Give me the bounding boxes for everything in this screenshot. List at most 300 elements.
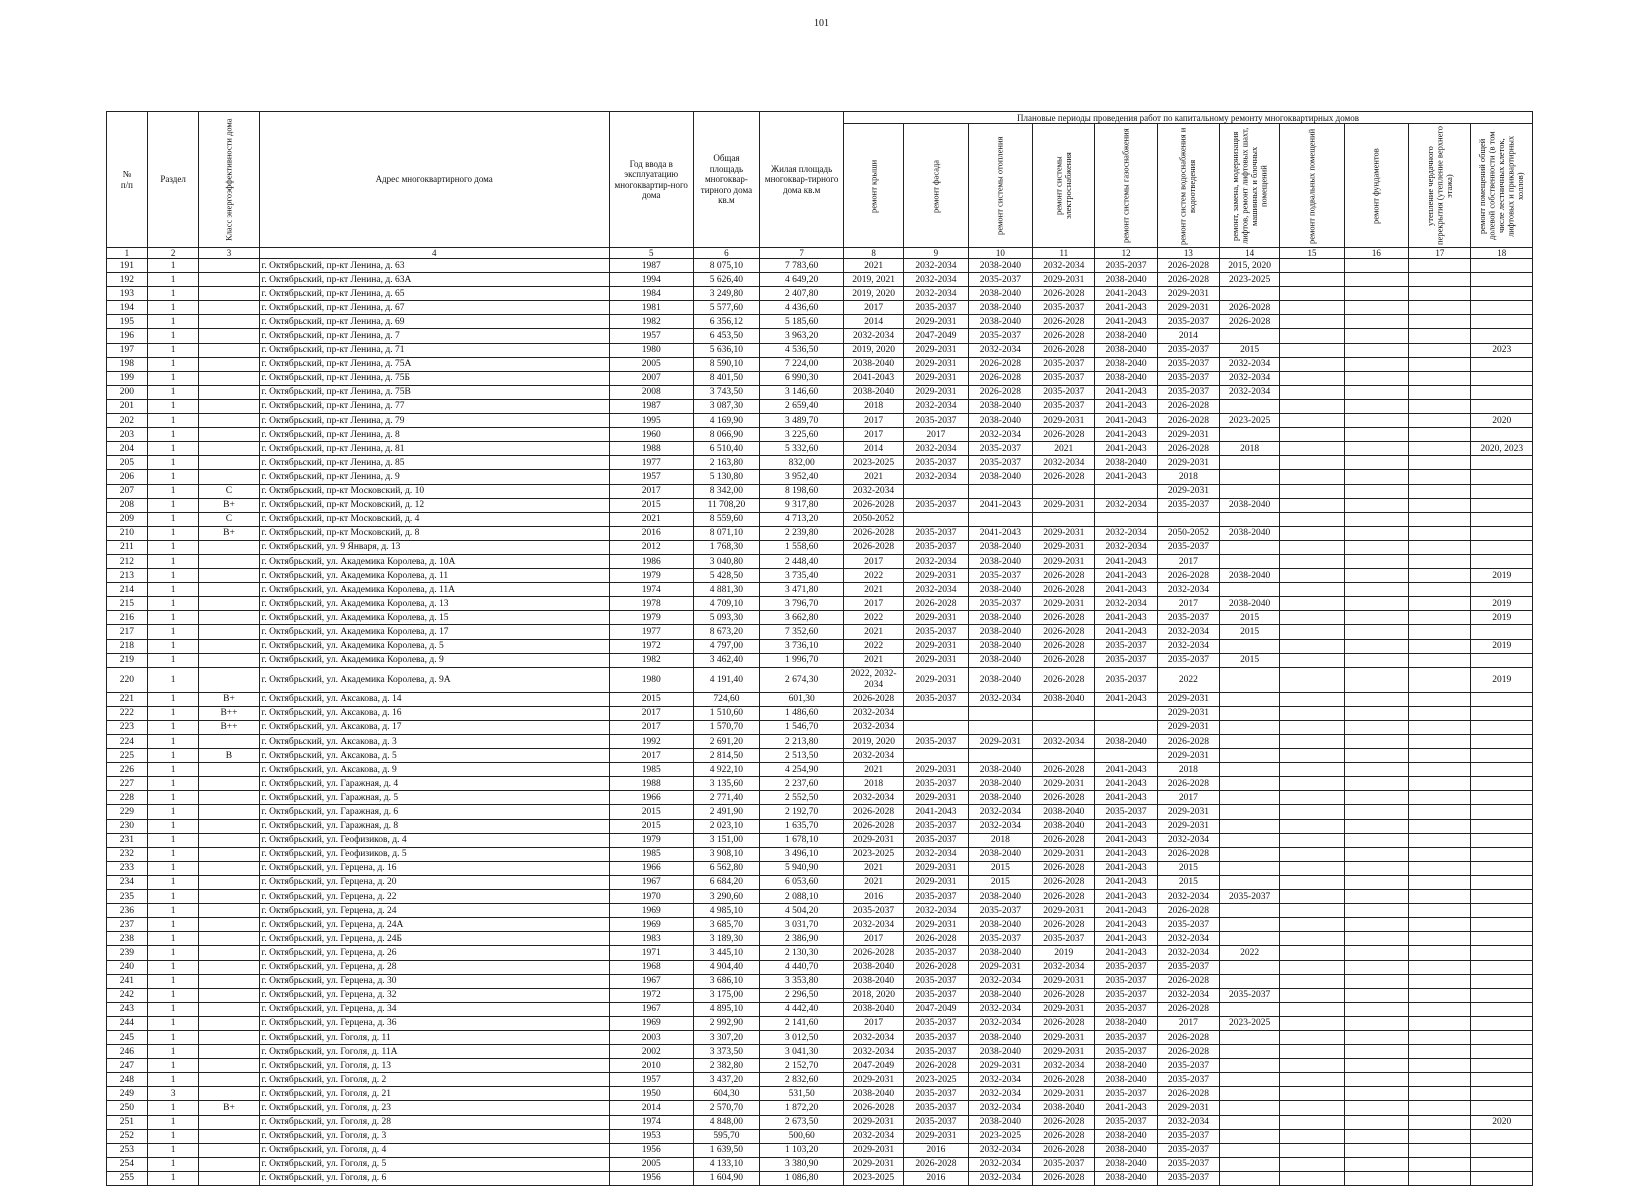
- cell-living-area: 7 352,60: [760, 625, 844, 639]
- cell-elevator-repair: 2015: [1220, 653, 1280, 667]
- cell-electric-repair: 2026-2028: [1033, 1115, 1095, 1129]
- cell-electric-repair: 2029-2031: [1033, 777, 1095, 791]
- cell-energy-class: [199, 301, 259, 315]
- cell-roof-repair: 2019, 2020: [844, 343, 904, 357]
- cell-electric-repair: [1033, 749, 1095, 763]
- cell-energy-class: [199, 625, 259, 639]
- cell-living-area: 3 380,90: [760, 1157, 844, 1171]
- cell-total-area: 3 189,30: [693, 932, 760, 946]
- cell-gas-repair: 2041-2043: [1095, 946, 1157, 960]
- col-header-work-9: ремонт фасада: [904, 124, 968, 248]
- cell-foundation-repair: [1344, 456, 1408, 470]
- cell-water-repair: 2029-2031: [1157, 692, 1219, 706]
- cell-common-area-repair: [1471, 692, 1533, 706]
- cell-heating-repair: [968, 484, 1032, 498]
- cell-address: г. Октябрьский, ул. Герцена, д. 32: [259, 988, 609, 1002]
- cell-heating-repair: 2035-2037: [968, 569, 1032, 583]
- cell-facade-repair: 2029-2031: [904, 918, 968, 932]
- cell-elevator-repair: [1220, 554, 1280, 568]
- cell-common-area-repair: [1471, 974, 1533, 988]
- cell-common-area-repair: [1471, 847, 1533, 861]
- cell-living-area: 500,60: [760, 1129, 844, 1143]
- cell-basement-repair: [1280, 569, 1344, 583]
- cell-gas-repair: 2041-2043: [1095, 819, 1157, 833]
- cell-common-area-repair: [1471, 1045, 1533, 1059]
- cell-energy-class: В++: [199, 720, 259, 734]
- cell-year-built: 1957: [609, 329, 693, 343]
- cell-address: г. Октябрьский, ул. Герцена, д. 20: [259, 875, 609, 889]
- cell-heating-repair: 2035-2037: [968, 329, 1032, 343]
- cell-living-area: 1 103,20: [760, 1143, 844, 1157]
- cell-living-area: 4 254,90: [760, 763, 844, 777]
- cell-basement-repair: [1280, 1129, 1344, 1143]
- cell-basement-repair: [1280, 1115, 1344, 1129]
- table-row: [107, 583, 1533, 597]
- cell-address: г. Октябрьский, ул. Геофизиков, д. 4: [259, 833, 609, 847]
- cell-foundation-repair: [1344, 343, 1408, 357]
- cell-roof-repair: 2017: [844, 428, 904, 442]
- cell-row-number: 205: [107, 456, 148, 470]
- cell-electric-repair: 2029-2031: [1033, 554, 1095, 568]
- cell-gas-repair: 2038-2040: [1095, 273, 1157, 287]
- cell-gas-repair: 2041-2043: [1095, 583, 1157, 597]
- table-row: [107, 1073, 1533, 1087]
- cell-foundation-repair: [1344, 875, 1408, 889]
- cell-living-area: 1 635,70: [760, 819, 844, 833]
- cell-attic-insulation: [1409, 315, 1471, 329]
- cell-attic-insulation: [1409, 357, 1471, 371]
- cell-heating-repair: 2032-2034: [968, 1002, 1032, 1016]
- cell-total-area: 4 985,10: [693, 904, 760, 918]
- table-row: [107, 287, 1533, 301]
- cell-year-built: 1977: [609, 625, 693, 639]
- cell-common-area-repair: [1471, 428, 1533, 442]
- cell-energy-class: [199, 399, 259, 413]
- cell-heating-repair: 2041-2043: [968, 526, 1032, 540]
- cell-basement-repair: [1280, 974, 1344, 988]
- cell-heating-repair: [968, 706, 1032, 720]
- cell-elevator-repair: 2038-2040: [1220, 498, 1280, 512]
- cell-basement-repair: [1280, 428, 1344, 442]
- cell-year-built: 1994: [609, 273, 693, 287]
- cell-facade-repair: 2035-2037: [904, 526, 968, 540]
- cell-elevator-repair: [1220, 512, 1280, 526]
- cell-water-repair: 2029-2031: [1157, 805, 1219, 819]
- column-numbers-row: [107, 248, 1533, 259]
- column-number: 1: [107, 248, 148, 259]
- cell-total-area: 3 290,60: [693, 890, 760, 904]
- cell-electric-repair: 2026-2028: [1033, 639, 1095, 653]
- cell-heating-repair: 2032-2034: [968, 343, 1032, 357]
- cell-row-number: 217: [107, 625, 148, 639]
- cell-section: 1: [147, 1101, 199, 1115]
- cell-section: 1: [147, 428, 199, 442]
- cell-total-area: 8 401,50: [693, 371, 760, 385]
- cell-attic-insulation: [1409, 329, 1471, 343]
- cell-attic-insulation: [1409, 875, 1471, 889]
- cell-elevator-repair: [1220, 1087, 1280, 1101]
- cell-water-repair: 2026-2028: [1157, 273, 1219, 287]
- cell-water-repair: 2017: [1157, 1016, 1219, 1030]
- cell-facade-repair: 2035-2037: [904, 498, 968, 512]
- cell-total-area: 3 373,50: [693, 1045, 760, 1059]
- cell-electric-repair: 2026-2028: [1033, 988, 1095, 1002]
- cell-heating-repair: 2038-2040: [968, 554, 1032, 568]
- cell-elevator-repair: 2032-2034: [1220, 371, 1280, 385]
- cell-roof-repair: 2016: [844, 890, 904, 904]
- cell-living-area: 5 185,60: [760, 315, 844, 329]
- cell-basement-repair: [1280, 1045, 1344, 1059]
- col-header-year: Год ввода в эксплуатацию многоквартир-ного дома: [609, 112, 693, 248]
- cell-heating-repair: 2038-2040: [968, 1115, 1032, 1129]
- cell-living-area: 3 031,70: [760, 918, 844, 932]
- cell-total-area: 1 570,70: [693, 720, 760, 734]
- cell-electric-repair: 2026-2028: [1033, 833, 1095, 847]
- cell-common-area-repair: [1471, 399, 1533, 413]
- cell-address: г. Октябрьский, пр-кт Ленина, д. 65: [259, 287, 609, 301]
- cell-roof-repair: 2047-2049: [844, 1059, 904, 1073]
- cell-address: г. Октябрьский, ул. Аксакова, д. 5: [259, 749, 609, 763]
- cell-section: 1: [147, 371, 199, 385]
- cell-attic-insulation: [1409, 720, 1471, 734]
- table-row: [107, 946, 1533, 960]
- cell-section: 1: [147, 819, 199, 833]
- cell-total-area: 4 904,40: [693, 960, 760, 974]
- cell-year-built: 1992: [609, 735, 693, 749]
- cell-row-number: 208: [107, 498, 148, 512]
- cell-electric-repair: [1033, 720, 1095, 734]
- cell-energy-class: С: [199, 484, 259, 498]
- cell-elevator-repair: [1220, 749, 1280, 763]
- cell-row-number: 222: [107, 706, 148, 720]
- cell-facade-repair: 2035-2037: [904, 1016, 968, 1030]
- table-row: [107, 1143, 1533, 1157]
- cell-electric-repair: 2029-2031: [1033, 498, 1095, 512]
- cell-foundation-repair: [1344, 442, 1408, 456]
- cell-basement-repair: [1280, 667, 1344, 692]
- cell-heating-repair: 2038-2040: [968, 847, 1032, 861]
- cell-foundation-repair: [1344, 904, 1408, 918]
- col-header-section: Раздел: [147, 112, 199, 248]
- cell-year-built: 2017: [609, 484, 693, 498]
- cell-living-area: 1 996,70: [760, 653, 844, 667]
- cell-attic-insulation: [1409, 569, 1471, 583]
- cell-year-built: 1953: [609, 1129, 693, 1143]
- cell-heating-repair: 2038-2040: [968, 988, 1032, 1002]
- cell-year-built: 2017: [609, 720, 693, 734]
- cell-address: г. Октябрьский, ул. Герцена, д. 34: [259, 1002, 609, 1016]
- cell-water-repair: 2032-2034: [1157, 583, 1219, 597]
- cell-year-built: 1957: [609, 1073, 693, 1087]
- cell-facade-repair: 2029-2031: [904, 653, 968, 667]
- cell-attic-insulation: [1409, 611, 1471, 625]
- cell-address: г. Октябрьский, ул. Герцена, д. 26: [259, 946, 609, 960]
- cell-living-area: 7 224,00: [760, 357, 844, 371]
- cell-electric-repair: 2035-2037: [1033, 357, 1095, 371]
- cell-section: 1: [147, 1115, 199, 1129]
- cell-living-area: 2 130,30: [760, 946, 844, 960]
- cell-section: 1: [147, 1030, 199, 1044]
- cell-water-repair: 2035-2037: [1157, 918, 1219, 932]
- page-number: 101: [814, 18, 829, 29]
- cell-facade-repair: 2029-2031: [904, 875, 968, 889]
- cell-gas-repair: 2035-2037: [1095, 1045, 1157, 1059]
- cell-foundation-repair: [1344, 526, 1408, 540]
- cell-address: г. Октябрьский, ул. Гоголя, д. 28: [259, 1115, 609, 1129]
- cell-elevator-repair: 2015, 2020: [1220, 259, 1280, 273]
- cell-living-area: 4 536,50: [760, 343, 844, 357]
- cell-heating-repair: 2038-2040: [968, 583, 1032, 597]
- cell-roof-repair: 2038-2040: [844, 357, 904, 371]
- cell-total-area: 4 848,00: [693, 1115, 760, 1129]
- cell-address: г. Октябрьский, ул. Гоголя, д. 3: [259, 1129, 609, 1143]
- cell-electric-repair: 2026-2028: [1033, 611, 1095, 625]
- cell-year-built: 2010: [609, 1059, 693, 1073]
- cell-common-area-repair: [1471, 540, 1533, 554]
- table-row: [107, 597, 1533, 611]
- cell-common-area-repair: [1471, 1171, 1533, 1185]
- cell-year-built: 1970: [609, 890, 693, 904]
- cell-row-number: 241: [107, 974, 148, 988]
- cell-row-number: 221: [107, 692, 148, 706]
- cell-row-number: 239: [107, 946, 148, 960]
- cell-facade-repair: 2023-2025: [904, 1073, 968, 1087]
- cell-roof-repair: 2023-2025: [844, 1171, 904, 1185]
- cell-energy-class: [199, 932, 259, 946]
- cell-year-built: 1977: [609, 456, 693, 470]
- cell-section: 1: [147, 653, 199, 667]
- cell-heating-repair: 2026-2028: [968, 385, 1032, 399]
- cell-section: 3: [147, 1087, 199, 1101]
- cell-elevator-repair: [1220, 861, 1280, 875]
- cell-roof-repair: 2029-2031: [844, 1115, 904, 1129]
- cell-water-repair: 2035-2037: [1157, 315, 1219, 329]
- cell-common-area-repair: [1471, 1059, 1533, 1073]
- cell-address: г. Октябрьский, пр-кт Ленина, д. 9: [259, 470, 609, 484]
- cell-elevator-repair: 2026-2028: [1220, 301, 1280, 315]
- cell-address: г. Октябрьский, ул. Гаражная, д. 6: [259, 805, 609, 819]
- cell-facade-repair: 2035-2037: [904, 777, 968, 791]
- cell-gas-repair: 2041-2043: [1095, 1101, 1157, 1115]
- cell-common-area-repair: [1471, 833, 1533, 847]
- table-row: [107, 875, 1533, 889]
- cell-electric-repair: 2035-2037: [1033, 385, 1095, 399]
- cell-section: 1: [147, 498, 199, 512]
- cell-row-number: 203: [107, 428, 148, 442]
- cell-facade-repair: 2017: [904, 428, 968, 442]
- cell-facade-repair: 2029-2031: [904, 385, 968, 399]
- cell-year-built: 2008: [609, 385, 693, 399]
- cell-energy-class: [199, 1045, 259, 1059]
- cell-section: 1: [147, 1171, 199, 1185]
- cell-common-area-repair: [1471, 875, 1533, 889]
- cell-section: 1: [147, 625, 199, 639]
- table-row: [107, 735, 1533, 749]
- cell-elevator-repair: [1220, 1030, 1280, 1044]
- cell-year-built: 1988: [609, 777, 693, 791]
- cell-basement-repair: [1280, 833, 1344, 847]
- cell-year-built: 2017: [609, 749, 693, 763]
- cell-elevator-repair: 2015: [1220, 611, 1280, 625]
- cell-water-repair: 2029-2031: [1157, 749, 1219, 763]
- cell-address: г. Октябрьский, пр-кт Ленина, д. 75Б: [259, 371, 609, 385]
- cell-address: г. Октябрьский, пр-кт Ленина, д. 8: [259, 428, 609, 442]
- header-row-top: [107, 112, 1533, 124]
- cell-common-area-repair: [1471, 315, 1533, 329]
- col-header-work-18: ремонт помещений общей долевой собственности (в том числе лестничных клеток, лифтовых и приквартирных холлов): [1471, 124, 1533, 248]
- cell-year-built: 1966: [609, 791, 693, 805]
- cell-total-area: 4 709,10: [693, 597, 760, 611]
- column-number: 12: [1095, 248, 1157, 259]
- cell-energy-class: [199, 329, 259, 343]
- cell-facade-repair: [904, 749, 968, 763]
- cell-water-repair: 2029-2031: [1157, 301, 1219, 315]
- cell-common-area-repair: 2019: [1471, 597, 1533, 611]
- cell-row-number: 211: [107, 540, 148, 554]
- cell-attic-insulation: [1409, 428, 1471, 442]
- cell-basement-repair: [1280, 720, 1344, 734]
- cell-attic-insulation: [1409, 1115, 1471, 1129]
- cell-foundation-repair: [1344, 791, 1408, 805]
- cell-living-area: 3 146,60: [760, 385, 844, 399]
- cell-section: 1: [147, 833, 199, 847]
- cell-address: г. Октябрьский, пр-кт Ленина, д. 75А: [259, 357, 609, 371]
- cell-row-number: 196: [107, 329, 148, 343]
- cell-foundation-repair: [1344, 1059, 1408, 1073]
- cell-gas-repair: 2041-2043: [1095, 569, 1157, 583]
- cell-year-built: 1978: [609, 597, 693, 611]
- cell-foundation-repair: [1344, 946, 1408, 960]
- cell-living-area: 601,30: [760, 692, 844, 706]
- cell-foundation-repair: [1344, 932, 1408, 946]
- cell-electric-repair: 2026-2028: [1033, 343, 1095, 357]
- cell-living-area: 2 152,70: [760, 1059, 844, 1073]
- cell-energy-class: [199, 1115, 259, 1129]
- cell-living-area: 2 659,40: [760, 399, 844, 413]
- cell-total-area: 595,70: [693, 1129, 760, 1143]
- cell-living-area: 2 192,70: [760, 805, 844, 819]
- cell-heating-repair: 2026-2028: [968, 357, 1032, 371]
- cell-energy-class: [199, 1030, 259, 1044]
- cell-basement-repair: [1280, 777, 1344, 791]
- table-row: [107, 639, 1533, 653]
- cell-facade-repair: 2029-2031: [904, 791, 968, 805]
- cell-common-area-repair: [1471, 1016, 1533, 1030]
- cell-electric-repair: 2029-2031: [1033, 1087, 1095, 1101]
- cell-total-area: 3 462,40: [693, 653, 760, 667]
- cell-electric-repair: 2032-2034: [1033, 259, 1095, 273]
- cell-basement-repair: [1280, 791, 1344, 805]
- cell-total-area: 724,60: [693, 692, 760, 706]
- cell-foundation-repair: [1344, 583, 1408, 597]
- cell-roof-repair: 2032-2034: [844, 706, 904, 720]
- cell-heating-repair: 2038-2040: [968, 259, 1032, 273]
- table-row: [107, 399, 1533, 413]
- cell-living-area: 1 558,60: [760, 540, 844, 554]
- cell-gas-repair: 2041-2043: [1095, 625, 1157, 639]
- cell-total-area: 3 437,20: [693, 1073, 760, 1087]
- cell-basement-repair: [1280, 597, 1344, 611]
- cell-common-area-repair: [1471, 583, 1533, 597]
- cell-year-built: 1966: [609, 861, 693, 875]
- cell-common-area-repair: [1471, 371, 1533, 385]
- cell-elevator-repair: 2038-2040: [1220, 597, 1280, 611]
- cell-row-number: 248: [107, 1073, 148, 1087]
- cell-section: 1: [147, 988, 199, 1002]
- cell-heating-repair: 2035-2037: [968, 597, 1032, 611]
- cell-energy-class: [199, 639, 259, 653]
- cell-roof-repair: 2023-2025: [844, 847, 904, 861]
- cell-energy-class: [199, 1157, 259, 1171]
- cell-heating-repair: 2035-2037: [968, 932, 1032, 946]
- cell-common-area-repair: [1471, 932, 1533, 946]
- cell-electric-repair: 2026-2028: [1033, 1073, 1095, 1087]
- cell-heating-repair: 2038-2040: [968, 287, 1032, 301]
- cell-year-built: 1974: [609, 583, 693, 597]
- cell-elevator-repair: 2035-2037: [1220, 988, 1280, 1002]
- cell-common-area-repair: 2023: [1471, 343, 1533, 357]
- cell-water-repair: 2017: [1157, 554, 1219, 568]
- cell-roof-repair: 2029-2031: [844, 1143, 904, 1157]
- cell-common-area-repair: 2020: [1471, 1115, 1533, 1129]
- cell-attic-insulation: [1409, 1129, 1471, 1143]
- cell-address: г. Октябрьский, ул. Академика Королева, д. 9: [259, 653, 609, 667]
- cell-water-repair: 2035-2037: [1157, 611, 1219, 625]
- cell-electric-repair: 2026-2028: [1033, 875, 1095, 889]
- cell-roof-repair: 2019, 2021: [844, 273, 904, 287]
- cell-electric-repair: 2026-2028: [1033, 625, 1095, 639]
- cell-attic-insulation: [1409, 1157, 1471, 1171]
- cell-roof-repair: 2017: [844, 554, 904, 568]
- cell-roof-repair: 2032-2034: [844, 1030, 904, 1044]
- cell-address: г. Октябрьский, ул. Академика Королева, д. 10А: [259, 554, 609, 568]
- cell-roof-repair: 2022: [844, 569, 904, 583]
- cell-basement-repair: [1280, 329, 1344, 343]
- cell-address: г. Октябрьский, пр-кт Ленина, д. 85: [259, 456, 609, 470]
- cell-row-number: 251: [107, 1115, 148, 1129]
- cell-row-number: 229: [107, 805, 148, 819]
- cell-foundation-repair: [1344, 1129, 1408, 1143]
- cell-energy-class: [199, 1171, 259, 1185]
- cell-foundation-repair: [1344, 597, 1408, 611]
- cell-water-repair: 2018: [1157, 470, 1219, 484]
- cell-address: г. Октябрьский, ул. Гаражная, д. 4: [259, 777, 609, 791]
- cell-row-number: 231: [107, 833, 148, 847]
- cell-roof-repair: 2018, 2020: [844, 988, 904, 1002]
- cell-year-built: 1982: [609, 315, 693, 329]
- cell-basement-repair: [1280, 385, 1344, 399]
- cell-row-number: 250: [107, 1101, 148, 1115]
- cell-year-built: 1988: [609, 442, 693, 456]
- cell-section: 1: [147, 890, 199, 904]
- cell-foundation-repair: [1344, 639, 1408, 653]
- cell-water-repair: 2032-2034: [1157, 988, 1219, 1002]
- cell-address: г. Октябрьский, ул. Академика Королева, д. 5: [259, 639, 609, 653]
- cell-section: 1: [147, 456, 199, 470]
- cell-water-repair: 2035-2037: [1157, 371, 1219, 385]
- cell-attic-insulation: [1409, 385, 1471, 399]
- cell-gas-repair: 2041-2043: [1095, 385, 1157, 399]
- cell-address: г. Октябрьский, ул. Академика Королева, д. 17: [259, 625, 609, 639]
- cell-year-built: 1967: [609, 875, 693, 889]
- cell-total-area: 3 445,10: [693, 946, 760, 960]
- cell-row-number: 201: [107, 399, 148, 413]
- cell-total-area: 2 491,90: [693, 805, 760, 819]
- cell-water-repair: 2029-2031: [1157, 484, 1219, 498]
- cell-living-area: 6 990,30: [760, 371, 844, 385]
- cell-common-area-repair: [1471, 1101, 1533, 1115]
- cell-row-number: 220: [107, 667, 148, 692]
